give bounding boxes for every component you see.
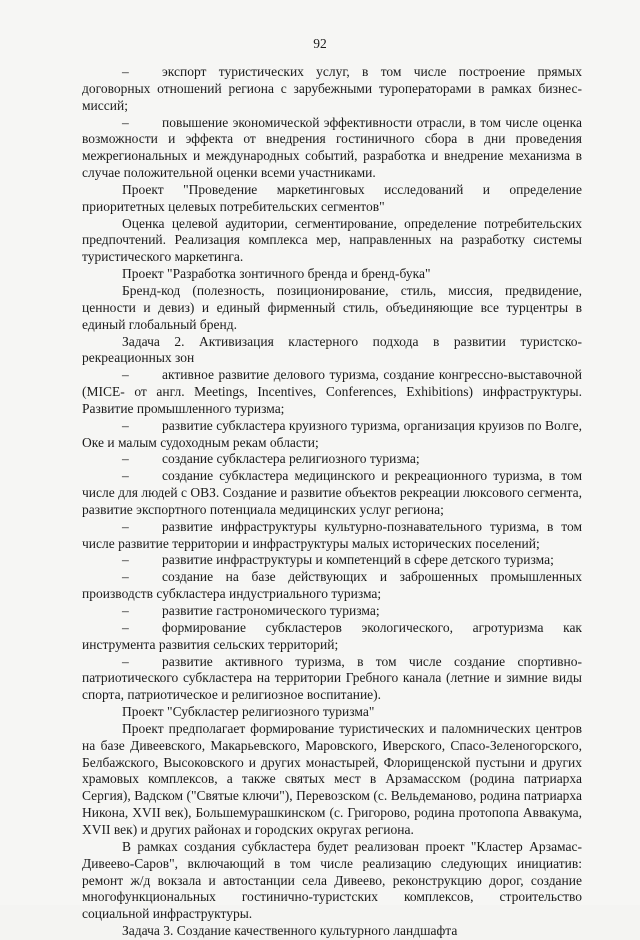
- bullet-item: [82, 519, 582, 553]
- bullet-dash: –: [122, 569, 129, 585]
- bullet-item: [82, 552, 582, 569]
- bullet-item: [82, 468, 582, 519]
- bullet-item: [82, 418, 582, 452]
- bullet-text: развитие инфраструктуры культурно-познавательного туризма, в том числе развитие территории и инфраструктуры малых исторических поселений;: [82, 518, 582, 551]
- bullet-dash: –: [122, 367, 129, 383]
- paragraph: Проект предполагает формирование туристических и паломнических центров на базе Дивеевского, Макарьевского, Маровского, Иверского, Спасо-Зеленогорского, Белбажского, Высоковского и других монастырей, Флорищенской пустыни и других храмовых комплексов, а также святых мест в Арзамасском (родина патриарха Сергия), Вадском ("Святые ключи"), Перевозском (с. Вельдеманово, родина патриарха Никона, XVII век), Большемурашкинском (с. Григорово, родина протопопа Аввакума, XVII век) и других районах и городских округах региона.: [82, 720, 582, 837]
- bullet-item: [82, 64, 582, 115]
- bullet-text: создание субкластера религиозного туризма;: [162, 451, 420, 467]
- bullet-dash: –: [122, 619, 129, 635]
- bullet-item: [82, 620, 582, 654]
- bullet-text: развитие активного туризма, в том числе создание спортивно-патриотического субкластера на территории Гребного канала (летние и зимние виды спорта, патриотическое и религиозное воспитание).: [82, 653, 582, 703]
- paragraph: Проект "Проведение маркетинговых исследований и определение приоритетных целевых потребительских сегментов": [82, 181, 582, 214]
- paragraph: Оценка целевой аудитории, сегментирование, определение потребительских предпочтений. Реализация комплекса мер, направленных на разработку системы туристического маркетинга.: [82, 215, 582, 265]
- paragraph: Проект "Разработка зонтичного бренда и бренд-бука": [122, 266, 431, 282]
- bullet-item: [82, 367, 582, 418]
- document-body: [82, 64, 582, 940]
- bullet-dash: –: [122, 468, 129, 484]
- bullet-text: повышение экономической эффективности отрасли, в том числе оценка возможности и эффекта от внедрения гостиничного сбора в дни проведения межрегиональных и международных событий, разработка и внедрение механизма в случае положительной оценки всеми участниками.: [82, 114, 582, 181]
- bullet-dash: –: [122, 552, 129, 568]
- bullet-text: формирование субкластеров экологического, агротуризма как инструмента развития сельских территорий;: [82, 619, 582, 652]
- bullet-text: развитие инфраструктуры и компетенций в сфере детского туризма;: [162, 552, 554, 568]
- bullet-dash: –: [122, 653, 129, 669]
- bullet-text: развитие гастрономического туризма;: [162, 603, 380, 618]
- bullet-text: создание субкластера медицинского и рекреационного туризма, в том числе для людей с ОВЗ. Создание и развитие объектов рекреации люксового сегмента, развитие экспортного потенциала медицинских услуг региона;: [82, 468, 582, 517]
- bullet-item: [82, 603, 582, 620]
- bullet-item: [82, 451, 582, 468]
- bullet-dash: –: [122, 451, 129, 467]
- paragraph: Задача 3. Создание качественного культурного ландшафта: [122, 923, 458, 939]
- paragraph: Задача 2. Активизация кластерного подхода в развитии туристско-рекреационных зон: [82, 333, 582, 366]
- paragraph: В рамках создания субкластера будет реализован проект "Кластер Арзамас-Дивеево-Саров", включающий в том числе реализацию следующих инициатив: ремонт ж/д вокзала и автостанции села Дивеево, реконструкцию дорог, создание многофункциональных гостинично-туристских комплексов, строительство социальной инфраструктуры.: [82, 838, 582, 922]
- bullet-text: активное развитие делового туризма, создание конгрессно-выставочной (MICE- от англ. Meetings, Incentives, Conferences, Exhibitions) инфраструктуры. Развитие промышленного туризма;: [82, 367, 582, 416]
- paragraph: Проект "Субкластер религиозного туризма": [122, 704, 375, 720]
- bullet-text: создание на базе действующих и заброшенных промышленных производств субкластера индустриального туризма;: [82, 569, 582, 602]
- bullet-text: развитие субкластера круизного туризма, организация круизов по Волге, Оке и малым судоходным рекам области;: [82, 417, 582, 450]
- bullet-dash: –: [122, 114, 129, 130]
- bullet-text: экспорт туристических услуг, в том числе построение прямых договорных отношений региона с зарубежными туроператорами в рамках бизнес-миссий;: [82, 64, 582, 113]
- bullet-dash: –: [122, 518, 129, 534]
- bullet-item: [82, 115, 582, 182]
- bullet-dash: –: [122, 64, 129, 79]
- page-number: 92: [313, 36, 327, 51]
- bullet-item: [82, 654, 582, 705]
- bullet-dash: –: [122, 603, 129, 618]
- paragraph: Бренд-код (полезность, позиционирование, стиль, миссия, предвидение, ценности и девиз) и единый фирменный стиль, объединяющие все турцентры в единый глобальный бренд.: [82, 282, 582, 332]
- bullet-item: [82, 569, 582, 603]
- bullet-dash: –: [122, 417, 129, 433]
